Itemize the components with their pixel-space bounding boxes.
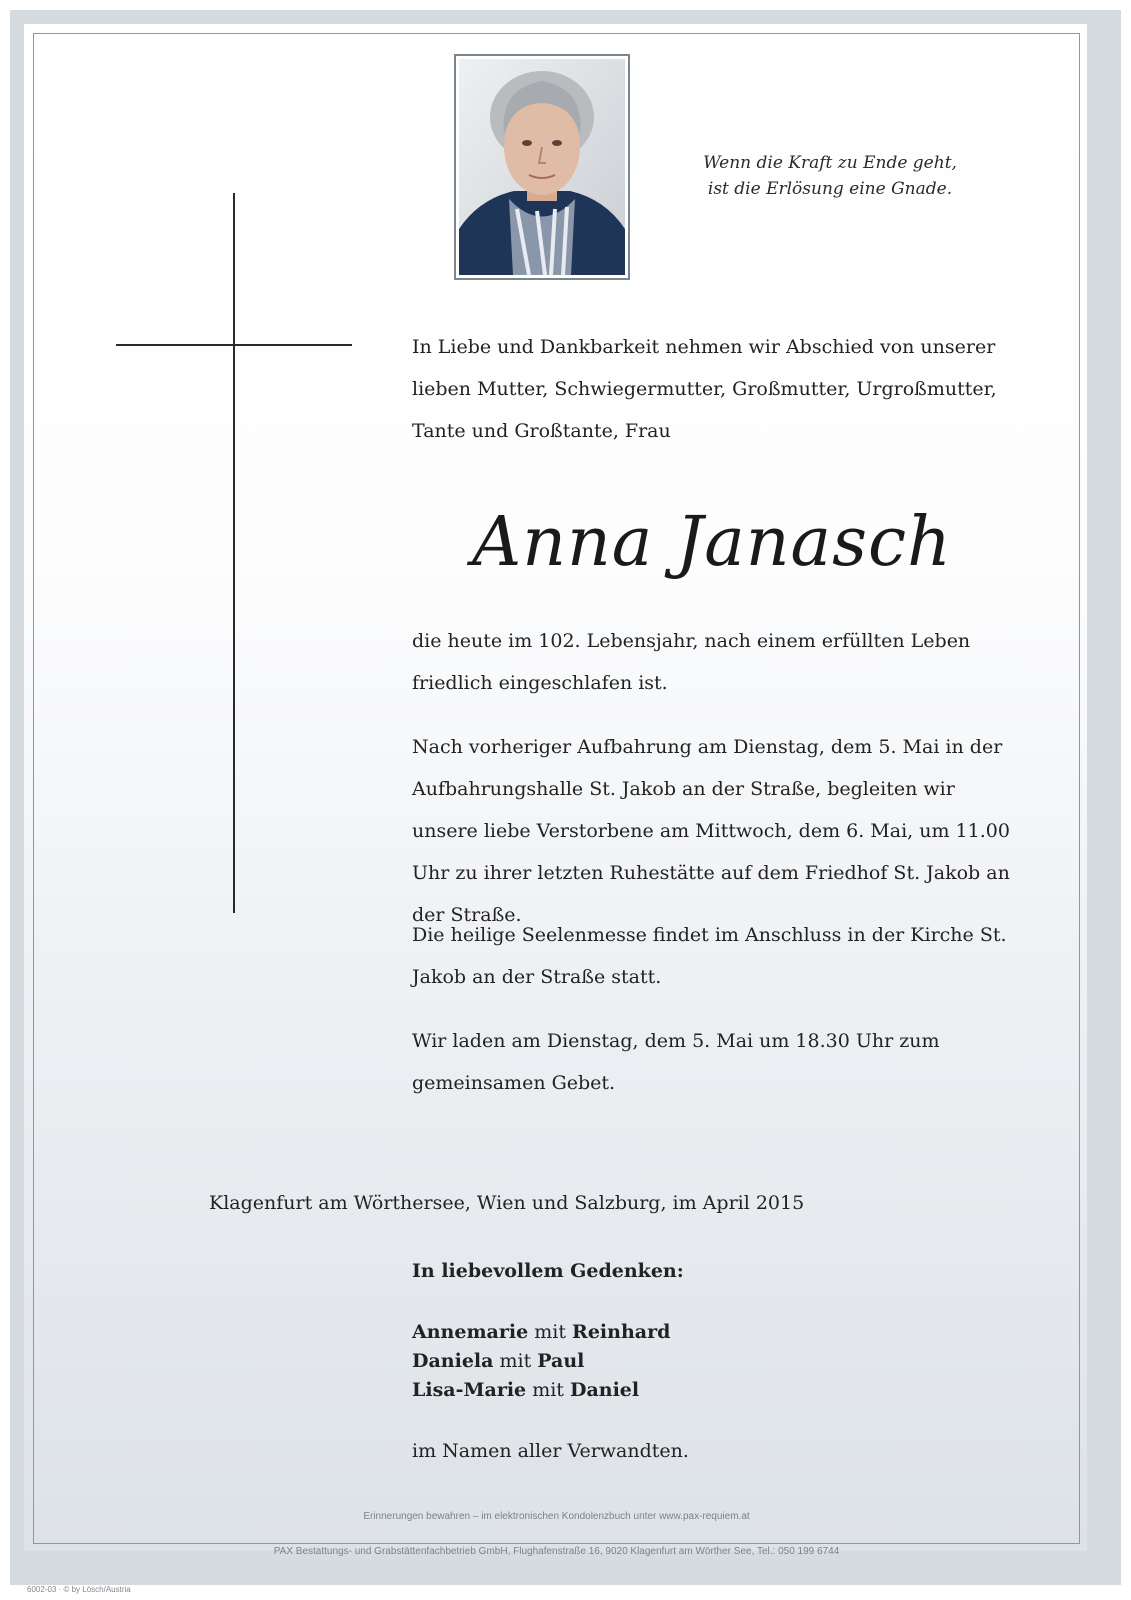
place-and-date: Klagenfurt am Wörthersee, Wien und Salzburg, im April 2015	[209, 1192, 805, 1214]
mourner-conjunction: mit	[499, 1350, 532, 1372]
quote-line-1: Wenn die Kraft zu Ende geht,	[703, 153, 957, 173]
cross-horizontal-bar	[116, 344, 352, 346]
footer-condolence-link: Erinnerungen bewahren – im elektronischen Kondolenzbuch unter www.pax-requiem.at	[363, 1511, 750, 1522]
mourner-partner-name: Daniel	[569, 1379, 640, 1401]
quote-line-2: ist die Erlösung eine Gnade.	[707, 179, 953, 199]
closing-line: im Namen aller Verwandten.	[412, 1440, 689, 1462]
memorial-quote	[700, 150, 960, 202]
mourner-name: Lisa-Marie	[412, 1379, 527, 1401]
intro-text: In Liebe und Dankbarkeit nehmen wir Abschied von unserer lieben Mutter, Schwiegermutter, Großmutter, Urgroßmutter, Tante und Großtante, Frau	[412, 336, 997, 442]
mourner-line	[412, 1347, 670, 1376]
mourner-line	[412, 1318, 670, 1347]
mourner-partner-name: Reinhard	[572, 1321, 671, 1343]
cross-vertical-bar	[233, 193, 235, 913]
footer-company-info: PAX Bestattungs- und Grabstättenfachbetrieb GmbH, Flughafenstraße 16, 9020 Klagenfurt am Wörther See, Tel.: 050 199 6744	[273, 1546, 840, 1557]
mourner-name: Annemarie	[412, 1321, 529, 1343]
mourner-conjunction: mit	[534, 1321, 566, 1343]
paragraph-prayer: Wir laden am Dienstag, dem 5. Mai um 18.30 Uhr zum gemeinsamen Gebet.	[412, 1030, 940, 1094]
mourner-partner-name: Paul	[537, 1350, 585, 1372]
mourner-name: Daniela	[412, 1350, 494, 1372]
mourner-conjunction: mit	[532, 1379, 564, 1401]
print-code: 6002-03 · © by Lösch/Austria	[27, 1585, 131, 1594]
mourner-line	[412, 1376, 670, 1405]
deceased-name: Anna Janasch	[472, 503, 952, 582]
portrait-photo	[454, 54, 630, 280]
mourners-list	[412, 1318, 670, 1405]
paragraph-passing: die heute im 102. Lebensjahr, nach einem erfüllten Leben friedlich eingeschlafen ist.	[412, 630, 971, 694]
portrait-image	[459, 59, 625, 275]
paragraph-mass: Die heilige Seelenmesse findet im Anschluss in der Kirche St. Jakob an der Straße statt.	[412, 924, 1007, 988]
paragraph-funeral-details: Nach vorheriger Aufbahrung am Dienstag, dem 5. Mai in der Aufbahrungshalle St. Jakob an der Straße, begleiten wir unsere liebe Verstorbene am Mittwoch, dem 6. Mai, um 11.00 Uhr zu ihrer letzten Ruhestätte auf dem Friedhof St. Jakob an der Straße.	[412, 736, 1010, 926]
mourning-heading: In liebevollem Gedenken:	[412, 1260, 684, 1282]
